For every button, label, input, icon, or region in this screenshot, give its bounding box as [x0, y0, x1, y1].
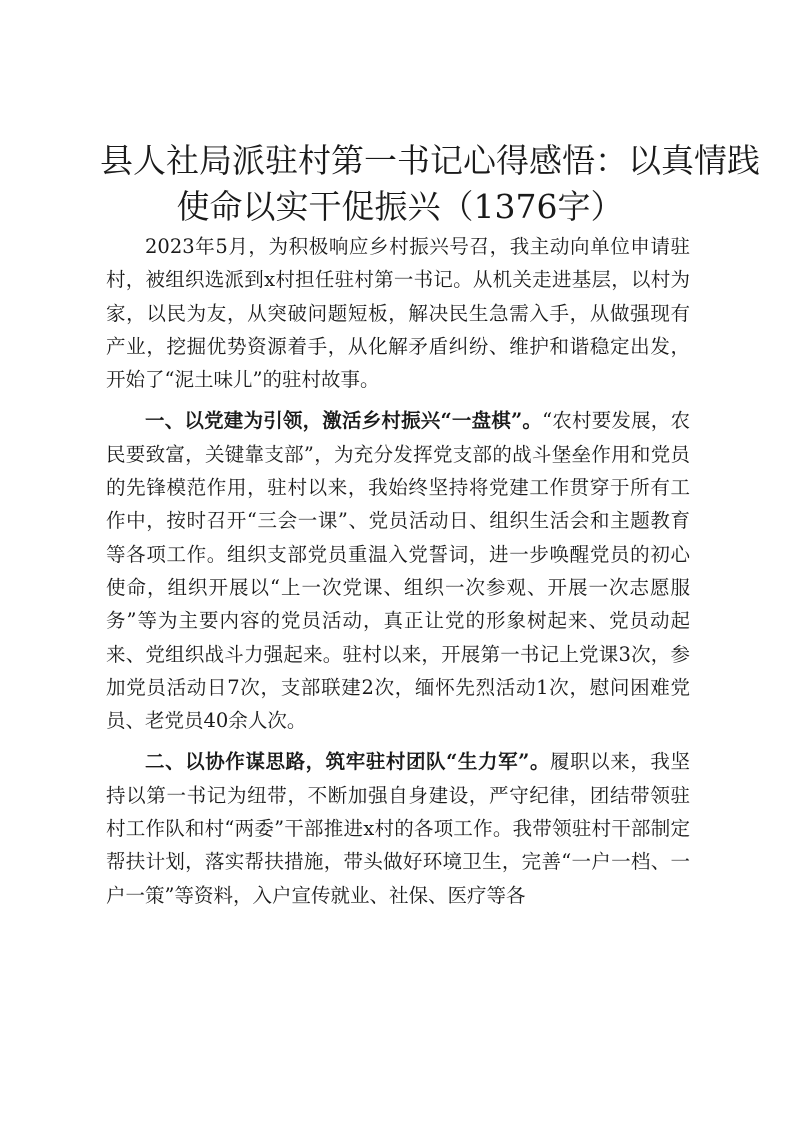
section-heading-1: 一、以党建为引领，激活乡村振兴“一盘棋”。 [145, 409, 543, 433]
paragraph-section-1 [106, 404, 690, 737]
paragraph-text: “农村要发展，农民要致富，关键靠支部”，为充分发挥党支部的战斗堡垒作用和党员的先锋模范作用，驻村以来，我始终坚持将党建工作贯穿于所有工作中，按时召开“三会一课”、党员活动日、组织生活会和主题教育等各项工作。组织支部党员重温入党誓词，进一步唤醒党员的初心使命，组织开展以“上一次党课、组织一次参观、开展一次志愿服务”等为主要内容的党员活动，真正让党的形象树起来、党员动起来、党组织战斗力强起来。驻村以来，开展第一书记上党课3次，参加党员活动日7次，支部联建2次，缅怀先烈活动1次，慰问困难党员、老党员40余人次。 [106, 409, 690, 733]
paragraph-section-2 [106, 745, 690, 911]
title-line-2: 使命以实干促振兴（1376字） [176, 187, 624, 226]
paragraph-text: 2023年5月，为积极响应乡村振兴号召，我主动向单位申请驻村，被组织选派到x村担任驻村第一书记。从机关走进基层，以村为家，以民为友，从突破问题短板，解决民生急需入手，从做强现有产业，挖掘优势资源着手，从化解矛盾纠纷、维护和谐稳定出发，开始了“泥土味儿”的驻村故事。 [106, 235, 690, 392]
title-line-1: 县人社局派驻村第一书记心得感悟：以真情践 [100, 141, 760, 180]
document-body [106, 230, 690, 920]
paragraph-text: 履职以来，我坚持以第一书记为纽带，不断加强自身建设，严守纪律，团结带领驻村工作队和村“两委”干部推进x村的各项工作。我带领驻村干部制定帮扶计划，落实帮扶措施，带头做好环境卫生，完善“一户一档、一户一策”等资料，入户宣传就业、社保、医疗等各 [106, 750, 690, 907]
paragraph-intro [106, 230, 690, 396]
section-heading-2: 二、以协作谋思路，筑牢驻村团队“生力军”。 [145, 750, 551, 774]
document-title [100, 138, 760, 230]
